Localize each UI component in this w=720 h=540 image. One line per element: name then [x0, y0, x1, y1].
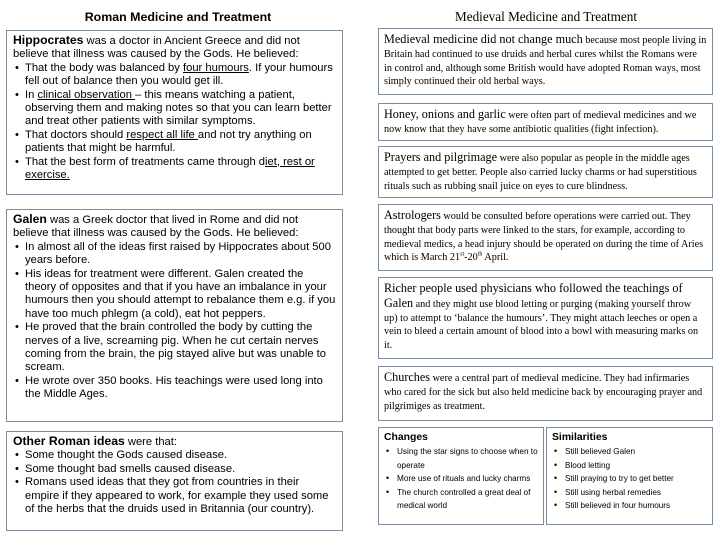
list-item: • In clinical observation – this means watching a patient, observing them and making notes so that you can learn better and treat other patients with similar symptoms.: [25, 89, 336, 129]
list-item: • Still praying to try to get better: [565, 472, 707, 486]
similarities-box: [546, 427, 713, 525]
other-list: [13, 449, 336, 516]
list-item: • The church controlled a great deal of medical world: [397, 486, 538, 513]
list-item: • Blood letting: [565, 459, 707, 473]
list-item: • In almost all of the ideas first raised by Hippocrates about 500 years before.: [25, 241, 336, 268]
list-item: • More use of rituals and lucky charms: [397, 472, 538, 486]
list-item: • Romans used ideas that they got from countries in their empire if they appeared to work, for example they used some of the herbs that the druids used in Britannia (our country).: [25, 476, 336, 516]
galen-intro: Galen was a Greek doctor that lived in Rome and did not believe that illness was caused by the Gods. He believed:: [13, 212, 299, 240]
similarities-list: [552, 445, 707, 513]
hippocrates-intro: Hippocrates was a doctor in Ancient Greece and did not believe that illness was caused by the Gods. He believed:: [13, 33, 300, 61]
changes-list: [384, 445, 538, 513]
prayers-box: Prayers and pilgrimage were also popular as people in the middle ages attempted to get better. People also carried lucky charms or had superstitious rituals such as rubbing snail juice on eyes to cure blindness.: [378, 146, 713, 198]
list-item: • Some thought the Gods caused disease.: [25, 449, 336, 462]
galen-box: [6, 209, 343, 422]
galen-list: [13, 241, 336, 402]
changes-box: [378, 427, 544, 525]
list-item: • His ideas for treatment were different. Galen created the theory of opposites and that if you have an imbalance in your humours then you should attempt to rebalance them e.g. if you have too much phlegm (a cold), eat hot peppers.: [25, 268, 336, 322]
churches-box: Churches were a central part of medieval medicine. They had infirmaries who cared for the sick but also held medicine back by encouraging prayer and pilgrimiges as treatment.: [378, 366, 713, 421]
honey-box: Honey, onions and garlic were often part of medieval medicines and we now know that they have some antibiotic qualities (fight infection).: [378, 103, 713, 141]
galen-name: Galen: [13, 212, 47, 226]
list-item: • Still believed Galen: [565, 445, 707, 459]
similarities-heading: Similarities: [552, 432, 608, 443]
roman-title: Roman Medicine and Treatment: [84, 10, 272, 24]
list-item: • Still believed in four humours: [565, 499, 707, 513]
other-roman-ideas-box: [6, 431, 343, 531]
list-item: • That doctors should respect all life and not try anything on patients that might be harmful.: [25, 129, 336, 156]
other-name: Other Roman ideas: [13, 434, 125, 448]
list-item: • Some thought bad smells caused disease.: [25, 463, 336, 476]
other-intro: Other Roman ideas were that:: [13, 434, 177, 448]
medieval-title: Medieval Medicine and Treatment: [454, 9, 638, 24]
physicians-box: Richer people used physicians who followed the teachings of Galen and they might use blood letting or purging (making yourself throw up) to attempt to ‘balance the humours’. They might attach leeches or open a vein to bleed a certain amount of blood into a bowl with measuring marks on it.: [378, 277, 713, 359]
astrologers-box: Astrologers would be consulted before operations were carried out. They thought that body parts were linked to the stars, for example, according to medieval medics, a head injury should be operated on during the time of Aries which is March 21st-20th April.: [378, 204, 713, 271]
hippocrates-list: [13, 62, 336, 183]
list-item: • That the body was balanced by four humours. If your humours fell out of balance then you would get ill.: [25, 62, 336, 89]
list-item: • He wrote over 350 books. His teachings were used long into the Middle Ages.: [25, 375, 336, 402]
list-item: • He proved that the brain controlled the body by cutting the nerves of a live, screaming pig. When he cut certain nerves coming from the brain, the pig stayed alive but was unable to scream.: [25, 321, 336, 375]
changes-heading: Changes: [384, 432, 428, 443]
hippocrates-box: [6, 30, 343, 195]
medieval-unchanged-box: Medieval medicine did not change much because most people living in Britain had continued to use druids and herbal cures whilst the Romans were in control and, although some British would have adopted Roman ways, most simply continued their old herbal ways.: [378, 28, 713, 95]
list-item: • That the best form of treatments came through diet, rest or exercise.: [25, 156, 336, 183]
hippocrates-name: Hippocrates: [13, 33, 84, 47]
list-item: • Using the star signs to choose when to operate: [397, 445, 538, 472]
list-item: • Still using herbal remedies: [565, 486, 707, 500]
